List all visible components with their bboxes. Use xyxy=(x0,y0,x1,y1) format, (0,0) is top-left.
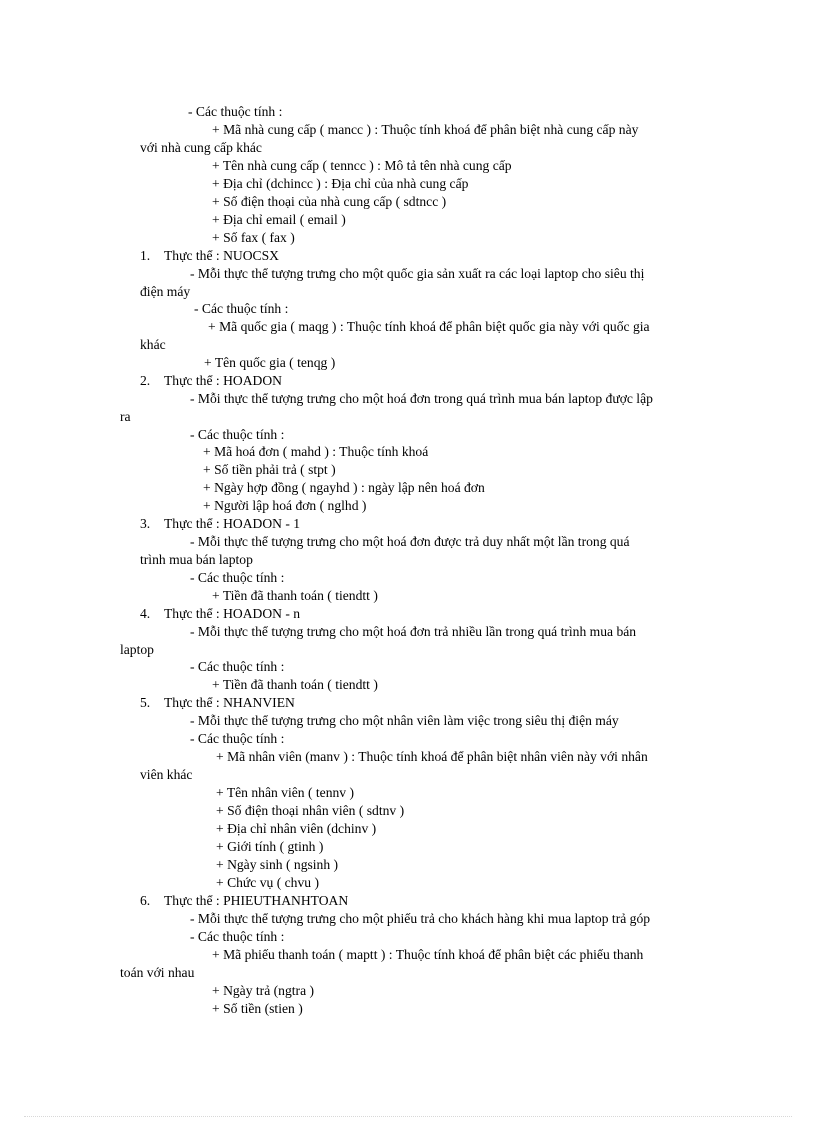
attribute-line xyxy=(212,175,468,193)
line-text: + Tên quốc gia ( tenqg ) xyxy=(204,355,336,370)
line-text: + Chức vụ ( chvu ) xyxy=(216,875,319,890)
entity-heading xyxy=(140,892,348,910)
line-text: - Các thuộc tính : xyxy=(188,104,283,119)
list-number: 4. xyxy=(140,606,151,621)
attribute-line xyxy=(203,479,485,497)
attribute-line xyxy=(203,461,336,479)
line-text: + Mã quốc gia ( maqg ) : Thuộc tính khoá để phân biệt quốc gia này với quốc gia xyxy=(208,319,650,334)
line-text: + Tiền đã thanh toán ( tiendtt ) xyxy=(212,677,378,692)
line-text: - Các thuộc tính : xyxy=(190,570,285,585)
attributes-heading xyxy=(190,426,284,444)
line-text: + Địa chỉ email ( email ) xyxy=(212,212,346,227)
attribute-line xyxy=(216,748,648,766)
entity-description xyxy=(190,533,630,551)
line-text: + Mã hoá đơn ( mahd ) : Thuộc tính khoá xyxy=(203,444,429,459)
list-number: 6. xyxy=(140,893,151,908)
line-text: + Mã nhà cung cấp ( mancc ) : Thuộc tính khoá để phân biệt nhà cung cấp này xyxy=(212,122,639,137)
list-number: 3. xyxy=(140,516,151,531)
attribute-line xyxy=(204,354,335,372)
line-text: + Ngày trả (ngtra ) xyxy=(212,983,315,998)
line-text: Thực thể : HOADON - 1 xyxy=(164,516,301,531)
attribute-line xyxy=(203,497,366,515)
list-number: 5. xyxy=(140,695,151,710)
attribute-line xyxy=(216,856,338,874)
line-text: - Mỗi thực thể tượng trưng cho một phiếu trả cho khách hàng khi mua laptop trả góp xyxy=(190,911,651,926)
line-text: + Địa chỉ nhân viên (dchinv ) xyxy=(216,821,377,836)
line-text: trình mua bán laptop xyxy=(140,552,253,567)
line-text: + Số điện thoại nhân viên ( sdtnv ) xyxy=(216,803,405,818)
attributes-heading xyxy=(190,569,284,587)
list-number: 2. xyxy=(140,373,151,388)
line-text: + Địa chỉ (dchincc ) : Địa chỉ của nhà cung cấp xyxy=(212,176,469,191)
line-text: ra xyxy=(120,409,131,424)
line-text: - Mỗi thực thể tượng trưng cho một hoá đơn trong quá trình mua bán laptop được lập xyxy=(190,391,653,406)
line-text: khác xyxy=(140,337,166,352)
entity-heading xyxy=(140,515,300,533)
line-text: + Tên nhà cung cấp ( tenncc ) : Mô tả tên nhà cung cấp xyxy=(212,158,512,173)
entity-heading xyxy=(140,605,300,623)
line-text: Thực thể : HOADON xyxy=(164,373,282,388)
continuation-line xyxy=(140,336,166,354)
line-text: + Số tiền (stien ) xyxy=(212,1001,303,1016)
entity-heading xyxy=(140,694,295,712)
attribute-line xyxy=(216,874,319,892)
attribute-line xyxy=(203,443,428,461)
line-text: + Mã nhân viên (manv ) : Thuộc tính khoá để phân biệt nhân viên này với nhân xyxy=(216,749,648,764)
entity-description xyxy=(190,623,636,641)
entity-description xyxy=(190,265,644,283)
attribute-line xyxy=(212,587,378,605)
line-text: + Ngày sinh ( ngsinh ) xyxy=(216,857,339,872)
line-text: - Các thuộc tính : xyxy=(190,427,285,442)
continuation-line xyxy=(120,964,194,982)
attribute-line xyxy=(212,946,643,964)
line-text: Thực thể : NUOCSX xyxy=(164,248,279,263)
list-number: 1. xyxy=(140,248,151,263)
line-text: toán với nhau xyxy=(120,965,195,980)
attribute-line xyxy=(212,229,295,247)
attribute-line xyxy=(208,318,650,336)
attributes-heading xyxy=(188,103,282,121)
line-text: Thực thể : HOADON - n xyxy=(164,606,301,621)
line-text: - Mỗi thực thể tượng trưng cho một nhân viên làm việc trong siêu thị điện máy xyxy=(190,713,619,728)
attribute-line xyxy=(216,838,323,856)
line-text: - Mỗi thực thể tượng trưng cho một quốc gia sản xuất ra các loại laptop cho siêu thị xyxy=(190,266,645,281)
attribute-line xyxy=(212,157,512,175)
line-text: Thực thể : NHANVIEN xyxy=(164,695,295,710)
line-text: + Tiền đã thanh toán ( tiendtt ) xyxy=(212,588,378,603)
attribute-line xyxy=(212,1000,303,1018)
continuation-line xyxy=(140,766,192,784)
entity-heading xyxy=(140,372,282,390)
line-text: - Các thuộc tính : xyxy=(190,929,285,944)
attribute-line xyxy=(212,982,314,1000)
continuation-line xyxy=(120,408,131,426)
attribute-line xyxy=(216,820,376,838)
line-text: - Các thuộc tính : xyxy=(190,731,285,746)
line-text: + Số tiền phải trả ( stpt ) xyxy=(203,462,336,477)
line-text: - Các thuộc tính : xyxy=(194,301,289,316)
line-text: + Mã phiếu thanh toán ( maptt ) : Thuộc tính khoá để phân biệt các phiếu thanh xyxy=(212,947,644,962)
attribute-line xyxy=(216,784,354,802)
attribute-line xyxy=(216,802,404,820)
attributes-heading xyxy=(190,928,284,946)
attribute-line xyxy=(212,211,346,229)
attribute-line xyxy=(212,193,446,211)
line-text: điện máy xyxy=(140,284,191,299)
line-text: viên khác xyxy=(140,767,193,782)
page-bottom-rule xyxy=(24,1116,792,1117)
line-text: - Mỗi thực thể tượng trưng cho một hoá đơn được trả duy nhất một lần trong quá xyxy=(190,534,630,549)
line-text: + Người lập hoá đơn ( nglhd ) xyxy=(203,498,367,513)
continuation-line xyxy=(140,139,262,157)
attributes-heading xyxy=(190,730,284,748)
line-text: - Các thuộc tính : xyxy=(190,659,285,674)
attributes-heading xyxy=(194,300,288,318)
entity-description xyxy=(190,390,653,408)
attribute-line xyxy=(212,676,378,694)
line-text: với nhà cung cấp khác xyxy=(140,140,262,155)
entity-description xyxy=(190,910,650,928)
line-text: laptop xyxy=(120,642,154,657)
line-text: + Tên nhân viên ( tennv ) xyxy=(216,785,355,800)
line-text: + Giới tính ( gtinh ) xyxy=(216,839,324,854)
line-text: + Số điện thoại của nhà cung cấp ( sdtncc ) xyxy=(212,194,447,209)
line-text: Thực thể : PHIEUTHANHTOAN xyxy=(164,893,349,908)
entity-heading xyxy=(140,247,279,265)
continuation-line xyxy=(140,283,190,301)
line-text: + Ngày hợp đồng ( ngayhd ) : ngày lập nên hoá đơn xyxy=(203,480,485,495)
continuation-line xyxy=(140,551,253,569)
continuation-line xyxy=(120,641,154,659)
line-text: - Mỗi thực thể tượng trưng cho một hoá đơn trả nhiều lần trong quá trình mua bán xyxy=(190,624,637,639)
attribute-line xyxy=(212,121,638,139)
attributes-heading xyxy=(190,658,284,676)
line-text: + Số fax ( fax ) xyxy=(212,230,295,245)
entity-description xyxy=(190,712,619,730)
